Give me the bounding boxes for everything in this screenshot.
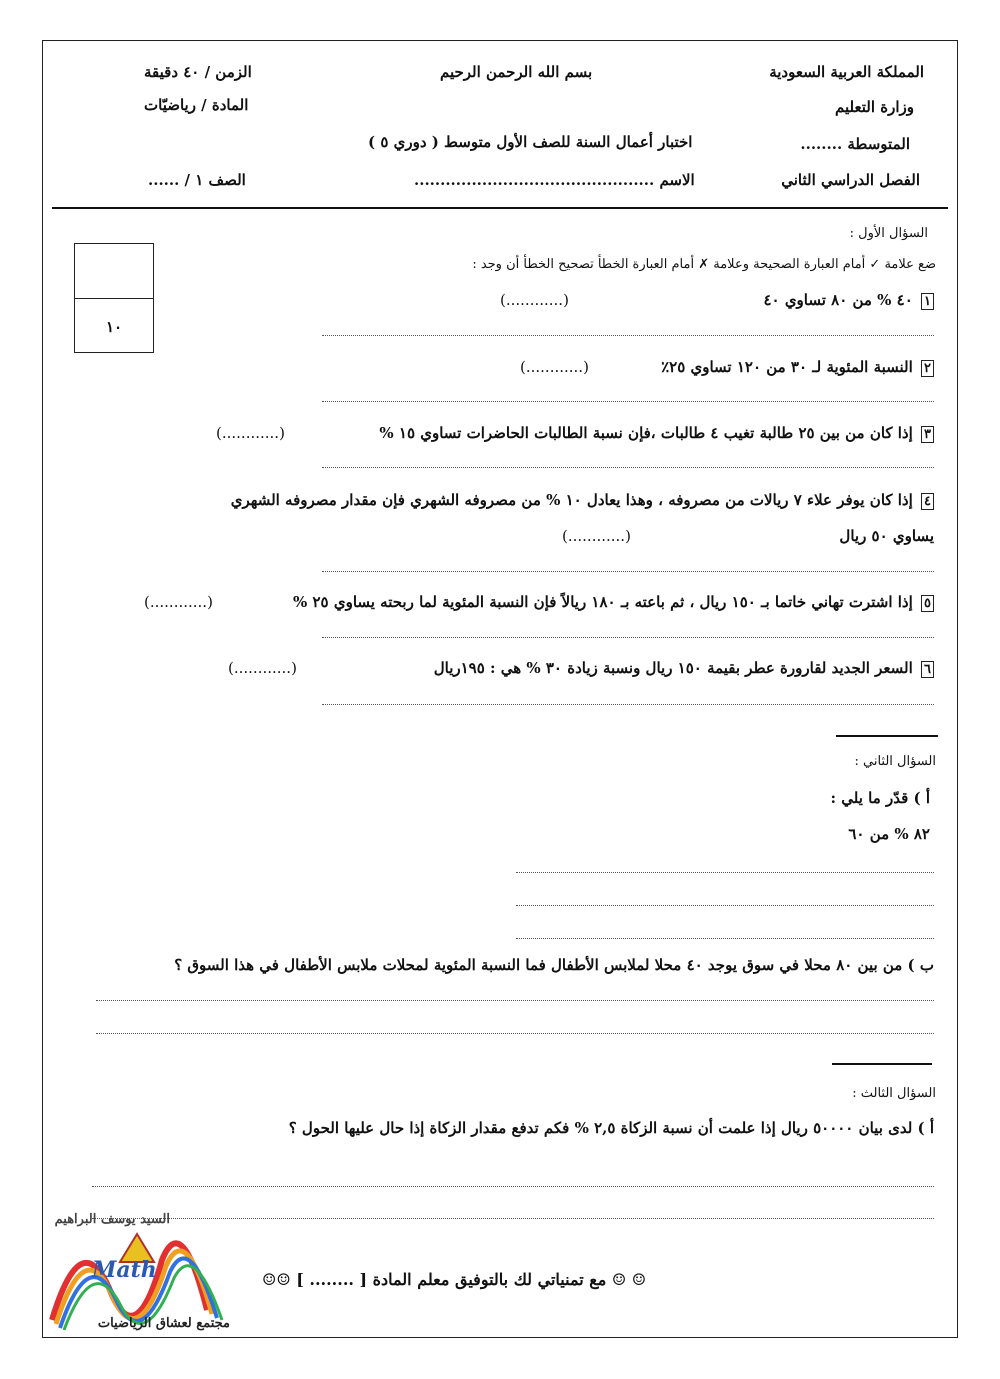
q1-item-1-correction-line: [322, 335, 934, 336]
q2-answer-line-3: [516, 938, 934, 939]
logo-wordmark: Math: [92, 1257, 157, 1283]
header-subject: المادة / رياضيّات: [144, 96, 249, 114]
footer-wish: ☺ ☺ مع تمنياتي لك بالتوفيق معلم المادة [ ........ ] ☺☺: [262, 1270, 647, 1289]
q1-end-rule: [836, 735, 938, 737]
q1-item-3-correction-line: [322, 467, 934, 468]
q1-item-6-answer: (............): [228, 659, 297, 677]
score-box: [74, 243, 154, 353]
q1-item-4: [231, 490, 934, 510]
header-class-field: الصف ١ / ......: [148, 171, 246, 189]
q2-answer-line-1: [516, 872, 934, 873]
logo-caption: مجتمع لعشاق الرياضيات: [97, 1316, 230, 1331]
q1-item-3-number: ٣: [921, 426, 934, 443]
page-frame: [42, 40, 958, 1338]
header-country: المملكة العربية السعودية: [769, 63, 924, 81]
q2-b-answer-line-1: [96, 1000, 934, 1001]
q3-part-a: أ ) لدى بيان ٥٠٠٠٠ ريال إذا علمت أن نسبة الزكاة ٢,٥ % فكم تدفع مقدار الزكاة إذا حال عليها الحول ؟: [288, 1119, 934, 1137]
q2-part-b: ب ) من بين ٨٠ محلا في سوق يوجد ٤٠ محلا لملابس الأطفال فما النسبة المئوية لمحلات ملابس الأطفال في هذا السوق ؟: [174, 956, 934, 974]
q3-answer-line-1: [92, 1186, 934, 1187]
q1-item-4-correction-line: [322, 571, 934, 572]
q1-item-5-text: إذا اشترت تهاني خاتما بـ ١٥٠ ريال ، ثم باعته بـ ١٨٠ ريالاً فإن النسبة المئوية لما ربحته يساوي ٢٥ %: [293, 593, 913, 611]
q1-item-2-answer: (............): [520, 358, 589, 376]
score-value: ١٠: [105, 318, 123, 336]
q1-item-5: [293, 592, 934, 612]
q1-item-2: [661, 357, 934, 377]
q1-item-4-number: ٤: [921, 493, 934, 510]
q1-item-4-answer: (............): [562, 527, 631, 545]
header-ministry: وزارة التعليم: [835, 98, 914, 116]
q1-item-1-answer: (............): [500, 291, 569, 309]
q1-item-5-number: ٥: [921, 595, 934, 612]
q1-item-1: [763, 290, 934, 310]
q1-item-6-text: السعر الجديد لقارورة عطر بقيمة ١٥٠ ريال ونسبة زيادة ٣٠ % هي : ١٩٥ريال: [433, 659, 913, 677]
q1-item-2-text: النسبة المئوية لـ ٣٠ من ١٢٠ تساوي ٢٥٪: [661, 358, 913, 376]
q2-end-rule: [832, 1063, 932, 1065]
q2-part-a-expression: ٨٢ % من ٦٠: [848, 825, 930, 843]
header-name-field: الاسم ..............................................: [414, 171, 695, 189]
q1-title: السؤال الأول :: [849, 226, 928, 241]
q1-item-4-continuation: يساوي ٥٠ ريال: [839, 527, 934, 545]
q1-item-2-number: ٢: [921, 360, 934, 377]
q1-item-3-text: إذا كان من بين ٢٥ طالبة تغيب ٤ طالبات ،فإن نسبة الطالبات الحاضرات تساوي ١٥ %: [379, 424, 913, 442]
q1-instruction: ضع علامة ✓ أمام العبارة الصحيحة وعلامة ✗ أمام العبارة الخطأ تصحيح الخطأ أن وجد :: [472, 257, 936, 272]
score-box-divider: [75, 298, 153, 299]
q1-item-5-correction-line: [322, 637, 934, 638]
header-time: الزمن / ٤٠ دقيقة: [144, 63, 252, 81]
q2-b-answer-line-2: [96, 1033, 934, 1034]
header-term: الفصل الدراسي الثاني: [781, 171, 920, 189]
q2-part-a: أ ) قدّر ما يلي :: [830, 789, 930, 807]
header-basmala: بسم الله الرحمن الرحيم: [440, 63, 593, 81]
q1-item-3-answer: (............): [216, 424, 285, 442]
q1-item-3: [379, 423, 934, 443]
q2-answer-line-2: [516, 905, 934, 906]
logo-author: السيد يوسف البراهيم: [54, 1212, 170, 1227]
header-divider: [52, 207, 948, 209]
math-community-logo: [42, 1200, 242, 1338]
q1-item-4-text: إذا كان يوفر علاء ٧ ريالات من مصروفه ، وهذا يعادل ١٠ % من مصروفه الشهري فإن مقدار مصروفه الشهري: [230, 491, 913, 509]
exam-title: اختبار أعمال السنة للصف الأول متوسط ( دوري ٥ ): [368, 133, 693, 151]
q1-item-6: [434, 658, 934, 678]
q1-item-6-correction-line: [322, 704, 934, 705]
q1-item-1-number: ١: [921, 293, 934, 310]
q1-item-2-correction-line: [322, 401, 934, 402]
header-school: المتوسطة ........: [800, 135, 910, 153]
q1-item-1-text: ٤٠ % من ٨٠ تساوي ٤٠: [763, 291, 913, 309]
q1-item-5-answer: (............): [144, 593, 213, 611]
q2-title: السؤال الثاني :: [854, 754, 936, 769]
q1-item-6-number: ٦: [921, 661, 934, 678]
q3-title: السؤال الثالث :: [852, 1086, 936, 1101]
